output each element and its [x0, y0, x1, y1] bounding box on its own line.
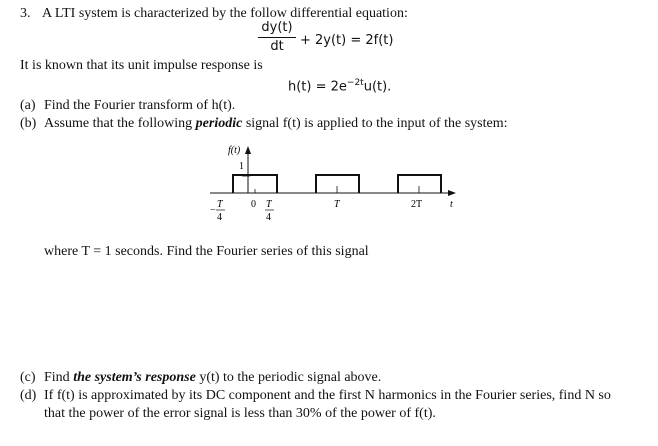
part-d-line2: that the power of the error signal is less than 30% of the power of f(t).	[44, 406, 436, 421]
y-axis-arrow	[245, 146, 251, 154]
eq-denominator: dt	[270, 39, 284, 54]
impulse-exponent: −2t	[346, 78, 364, 88]
part-c-label: (c)	[20, 370, 36, 385]
part-a-text: Find the Fourier transform of h(t).	[44, 98, 236, 113]
impulse-rhs: u(t).	[363, 79, 392, 95]
part-b-label: (b)	[20, 116, 37, 131]
t-axis-label: t	[450, 199, 453, 210]
part-b-post: signal f(t) is applied to the input of the system:	[245, 116, 508, 131]
T-label: T	[334, 199, 340, 210]
eq-rest: + 2y(t) = 2f(t)	[300, 33, 394, 48]
impulse-lhs: h(t) = 2e	[288, 79, 347, 95]
zero-label: 0	[251, 199, 256, 210]
part-d-line1: If f(t) is approximated by its DC component and the first N harmonics in the Fourier series, find N so	[44, 388, 611, 403]
part-b-pre: Assume that the following	[44, 116, 193, 131]
pulse-2	[398, 175, 441, 193]
pulse-1	[316, 175, 359, 193]
2T-label: 2T	[411, 199, 423, 210]
problem-number: 3.	[20, 6, 31, 21]
impulse-intro: It is known that its unit impulse response is	[20, 58, 263, 73]
part-c-bold: the system’s response	[73, 370, 196, 385]
part-c-sentence	[44, 370, 381, 386]
periodic-signal-figure	[200, 140, 470, 235]
y-axis-label: f(t)	[228, 145, 241, 156]
part-d-label: (d)	[20, 388, 37, 403]
problem-intro: A LTI system is characterized by the follow differential equation:	[42, 6, 408, 21]
x-axis-arrow	[448, 190, 456, 196]
part-c-post: y(t) to the periodic signal above.	[199, 370, 382, 385]
part-a-label: (a)	[20, 98, 36, 113]
part-b-sentence	[44, 116, 508, 132]
neg-quarter-num: T	[217, 199, 223, 210]
minus-sign: −	[210, 205, 216, 216]
pos-quarter-den: 4	[266, 212, 271, 223]
where-text: where T = 1 seconds. Find the Fourier series of this signal	[44, 244, 369, 259]
part-c-pre: Find	[44, 370, 70, 385]
fraction-bar	[258, 37, 296, 38]
neg-quarter-den: 4	[217, 212, 222, 223]
impulse-response-equation	[288, 78, 391, 94]
eq-numerator: dy(t)	[261, 20, 293, 35]
part-b-bold: periodic	[195, 116, 243, 131]
amplitude-label: 1	[239, 161, 244, 172]
pos-quarter-num: T	[266, 199, 272, 210]
